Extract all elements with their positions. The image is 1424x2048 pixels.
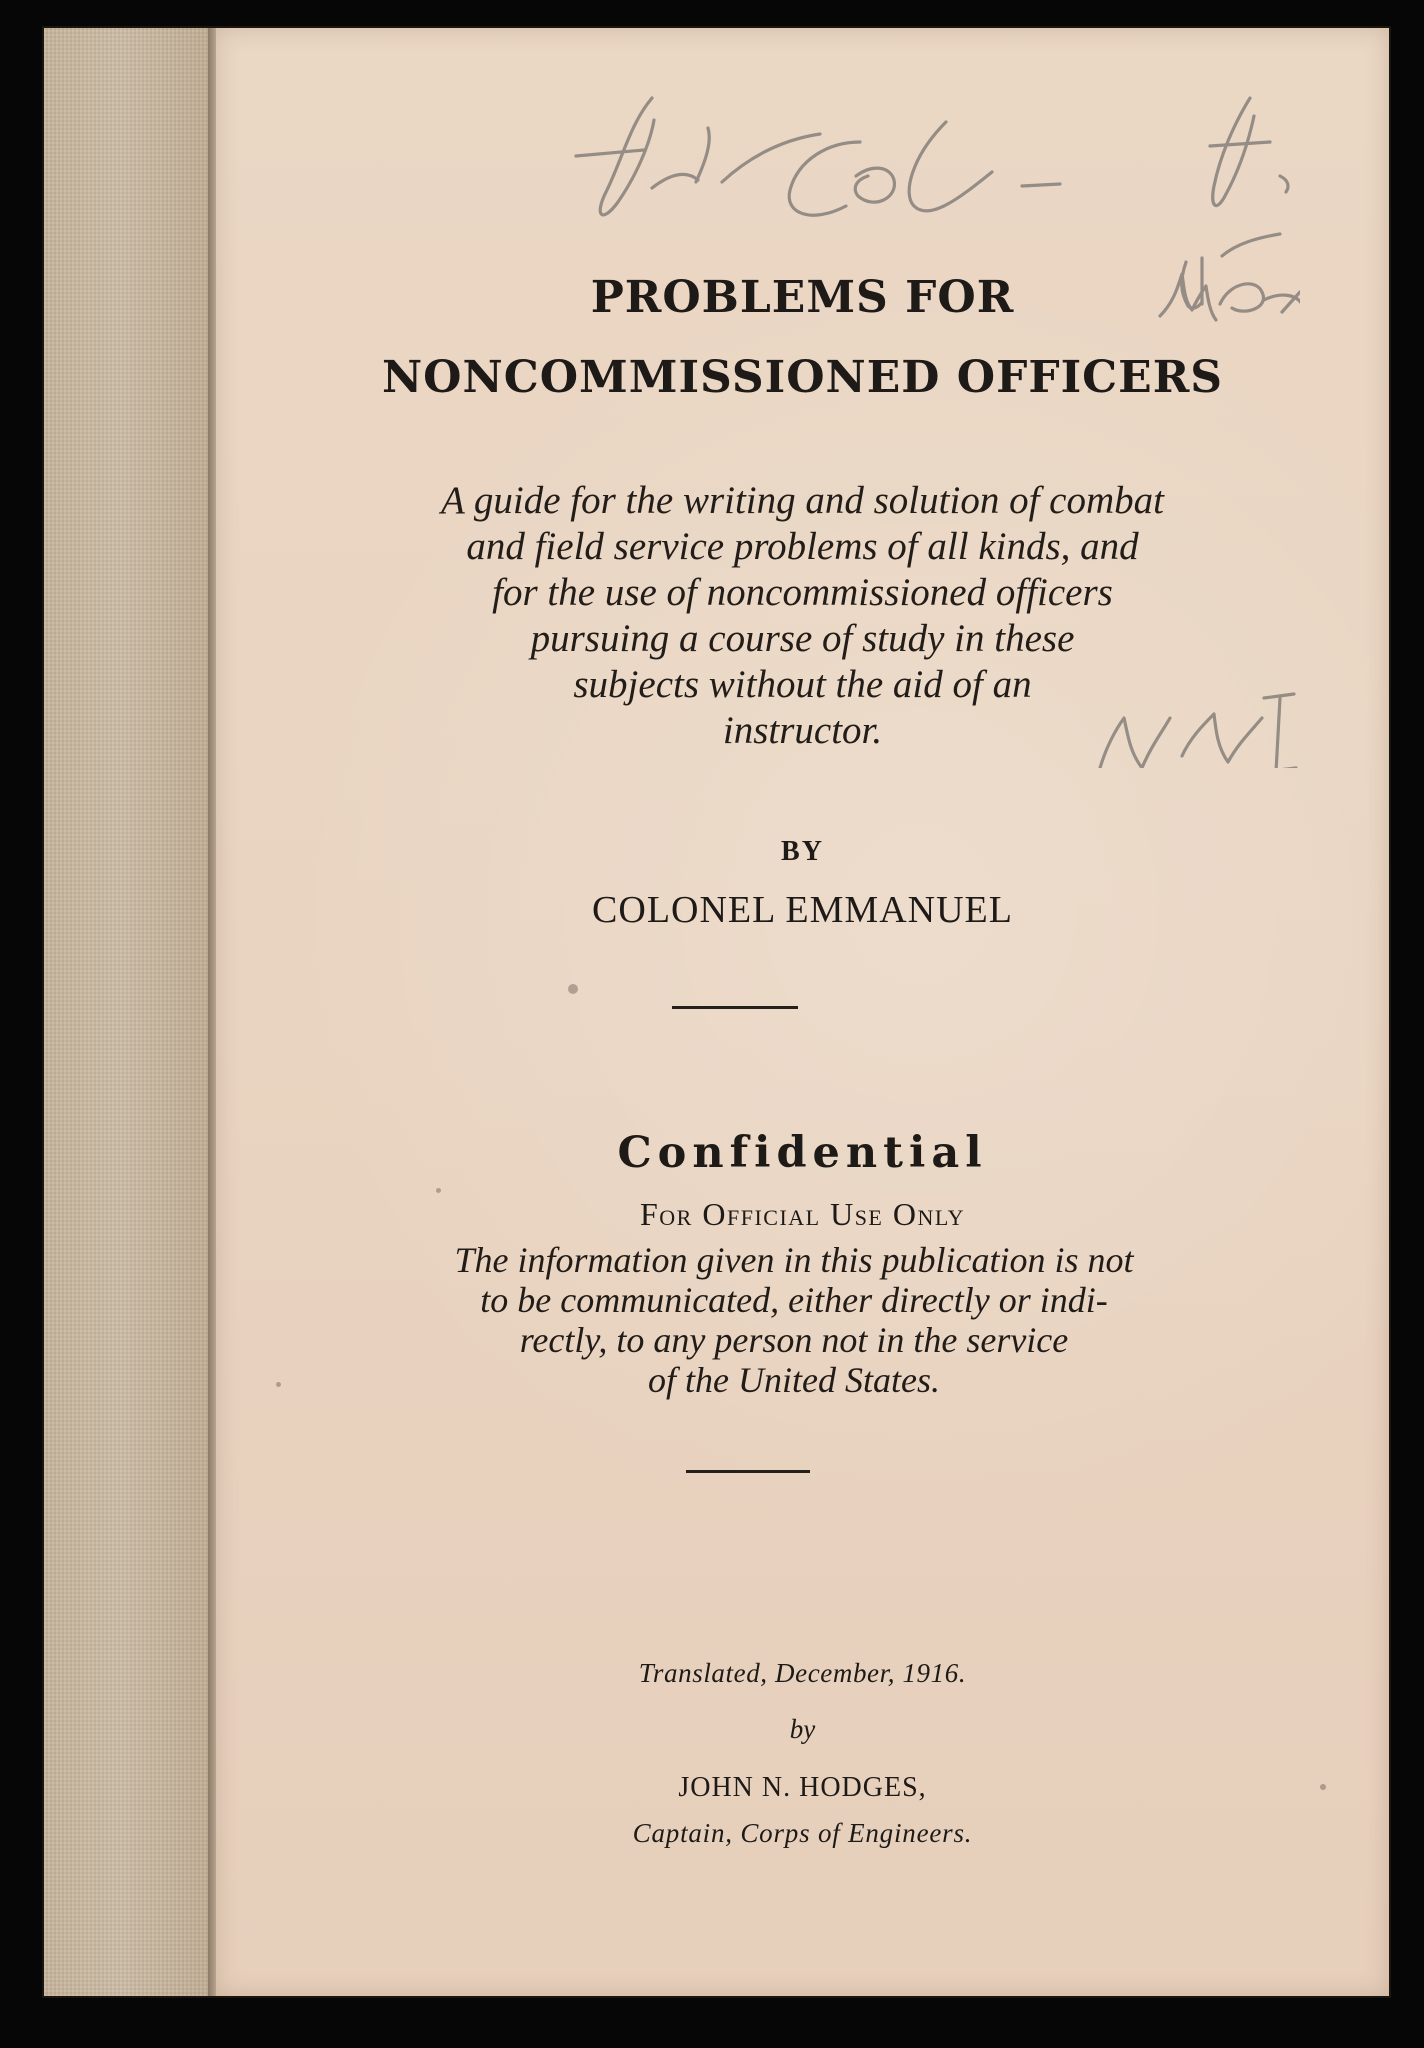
page-speck: [276, 1382, 281, 1387]
translator-rank: Captain, Corps of Engineers.: [632, 1818, 973, 1848]
divider-rule-bottom: [686, 1470, 810, 1473]
official-use-label: For Official Use Only: [640, 1196, 965, 1232]
page-speck: [1320, 1784, 1326, 1790]
translation-date: Translated, December, 1916.: [638, 1658, 967, 1688]
subtitle-description: A guide for the writing and solution of combat and field service problems of all kinds, and for the use of noncommissioned officers pursuing a course of study in these subjects without the aid of an instructor.: [441, 479, 1164, 752]
translator-name: JOHN N. HODGES,: [678, 1772, 927, 1803]
translation-by-label: by: [789, 1714, 816, 1744]
book-spine: [44, 28, 215, 1996]
title-line-2: NONCOMMISSIONED OFFICERS: [381, 352, 1224, 403]
confidential-notice: The information given in this publication is not to be communicated, either directly or indi- rectly, to any person not in the service of the United States.: [454, 1240, 1134, 1400]
title-line-1: PROBLEMS FOR: [590, 272, 1015, 323]
page-speck: [568, 984, 578, 994]
divider-rule-top: [672, 1006, 798, 1009]
author-by-label: BY: [781, 836, 824, 867]
page-speck: [436, 1188, 441, 1193]
cover-page: [216, 28, 1389, 1996]
spine-edge: [208, 28, 216, 1996]
author-name: COLONEL EMMANUEL: [592, 889, 1013, 931]
confidential-heading: Confidential: [617, 1128, 988, 1178]
